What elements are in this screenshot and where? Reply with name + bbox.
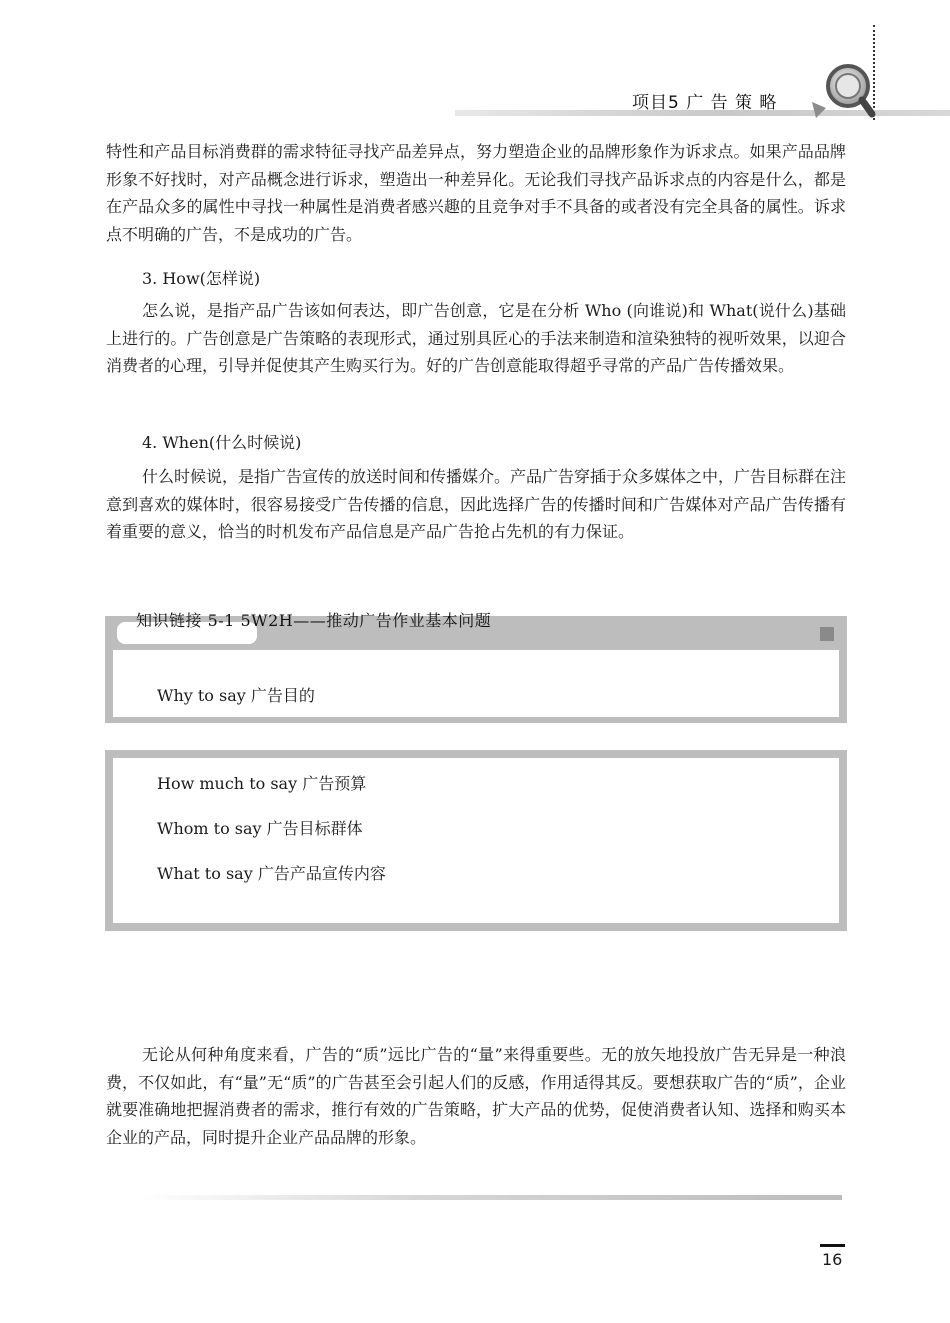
body-paragraph-2: 怎么说，是指产品广告该如何表达，即广告创意，它是在分析 Who (向谁说)和 What(说什么)基础上进行的。广告创意是广告策略的表现形式，通过别具匠心的手法来制造和渲染独特的视听效果，以迎合消费者的心理，引导并促使其产生购买行为。好的广告创意能取得超乎寻常的产品广告传播效果。 (106, 301, 846, 375)
list-item-why: Why to say 广告目的 (157, 686, 315, 705)
chapter-title: 项目5 广 告 策 略 (632, 93, 778, 113)
list-item-what: What to say 广告产品宣传内容 (157, 864, 386, 883)
page-number-bar (820, 1244, 845, 1247)
knowledge-box (105, 616, 847, 723)
footer-rule (140, 1195, 842, 1200)
section-heading-how: 3. How(怎样说) (142, 269, 261, 288)
section-heading-when: 4. When(什么时候说) (142, 433, 302, 452)
knowledge-box-title: 知识链接 5-1 5W2H——推动广告作业基本问题 (136, 611, 492, 630)
magnifier-icon (806, 60, 878, 124)
list-item-whom: Whom to say 广告目标群体 (157, 819, 363, 838)
body-paragraph-1: 特性和产品目标消费群的需求特征寻找产品差异点，努力塑造企业的品牌形象作为诉求点。如果产品品牌形象不好找时，对产品概念进行诉求，塑造出一种差异化。无论我们寻找产品诉求点的内容是什么，都是在产品众多的属性中寻找一种属性是消费者感兴趣的且竞争对手不具备的或者没有完全具备的属性。诉求点不明确的广告，不是成功的广告。 (106, 142, 846, 244)
body-paragraph-3: 什么时候说，是指广告宣传的放送时间和传播媒介。产品广告穿插于众多媒体之中，广告目标群在注意到喜欢的媒体时，很容易接受广告传播的信息，因此选择广告的传播时间和广告媒体对产品广告传播有着重要的意义，恰当的时机发布产品信息是产品广告抢占先机的有力保证。 (106, 467, 847, 541)
body-paragraph-4: 无论从何种角度来看，广告的“质”远比广告的“量”来得重要些。无的放矢地投放广告无异是一种浪费，不仅如此，有“量”无“质”的广告甚至会引起人们的反感，作用适得其反。要想获取广告的“质”，企业就要准确地把握消费者的需求，推行有效的广告策略，扩大产品的优势，促使消费者认知、选择和购买本企业的产品，同时提升企业产品品牌的形象。 (106, 1045, 846, 1147)
page-number: 16 (822, 1250, 843, 1269)
square-icon (820, 627, 834, 641)
list-item-how-much: How much to say 广告预算 (157, 774, 367, 793)
